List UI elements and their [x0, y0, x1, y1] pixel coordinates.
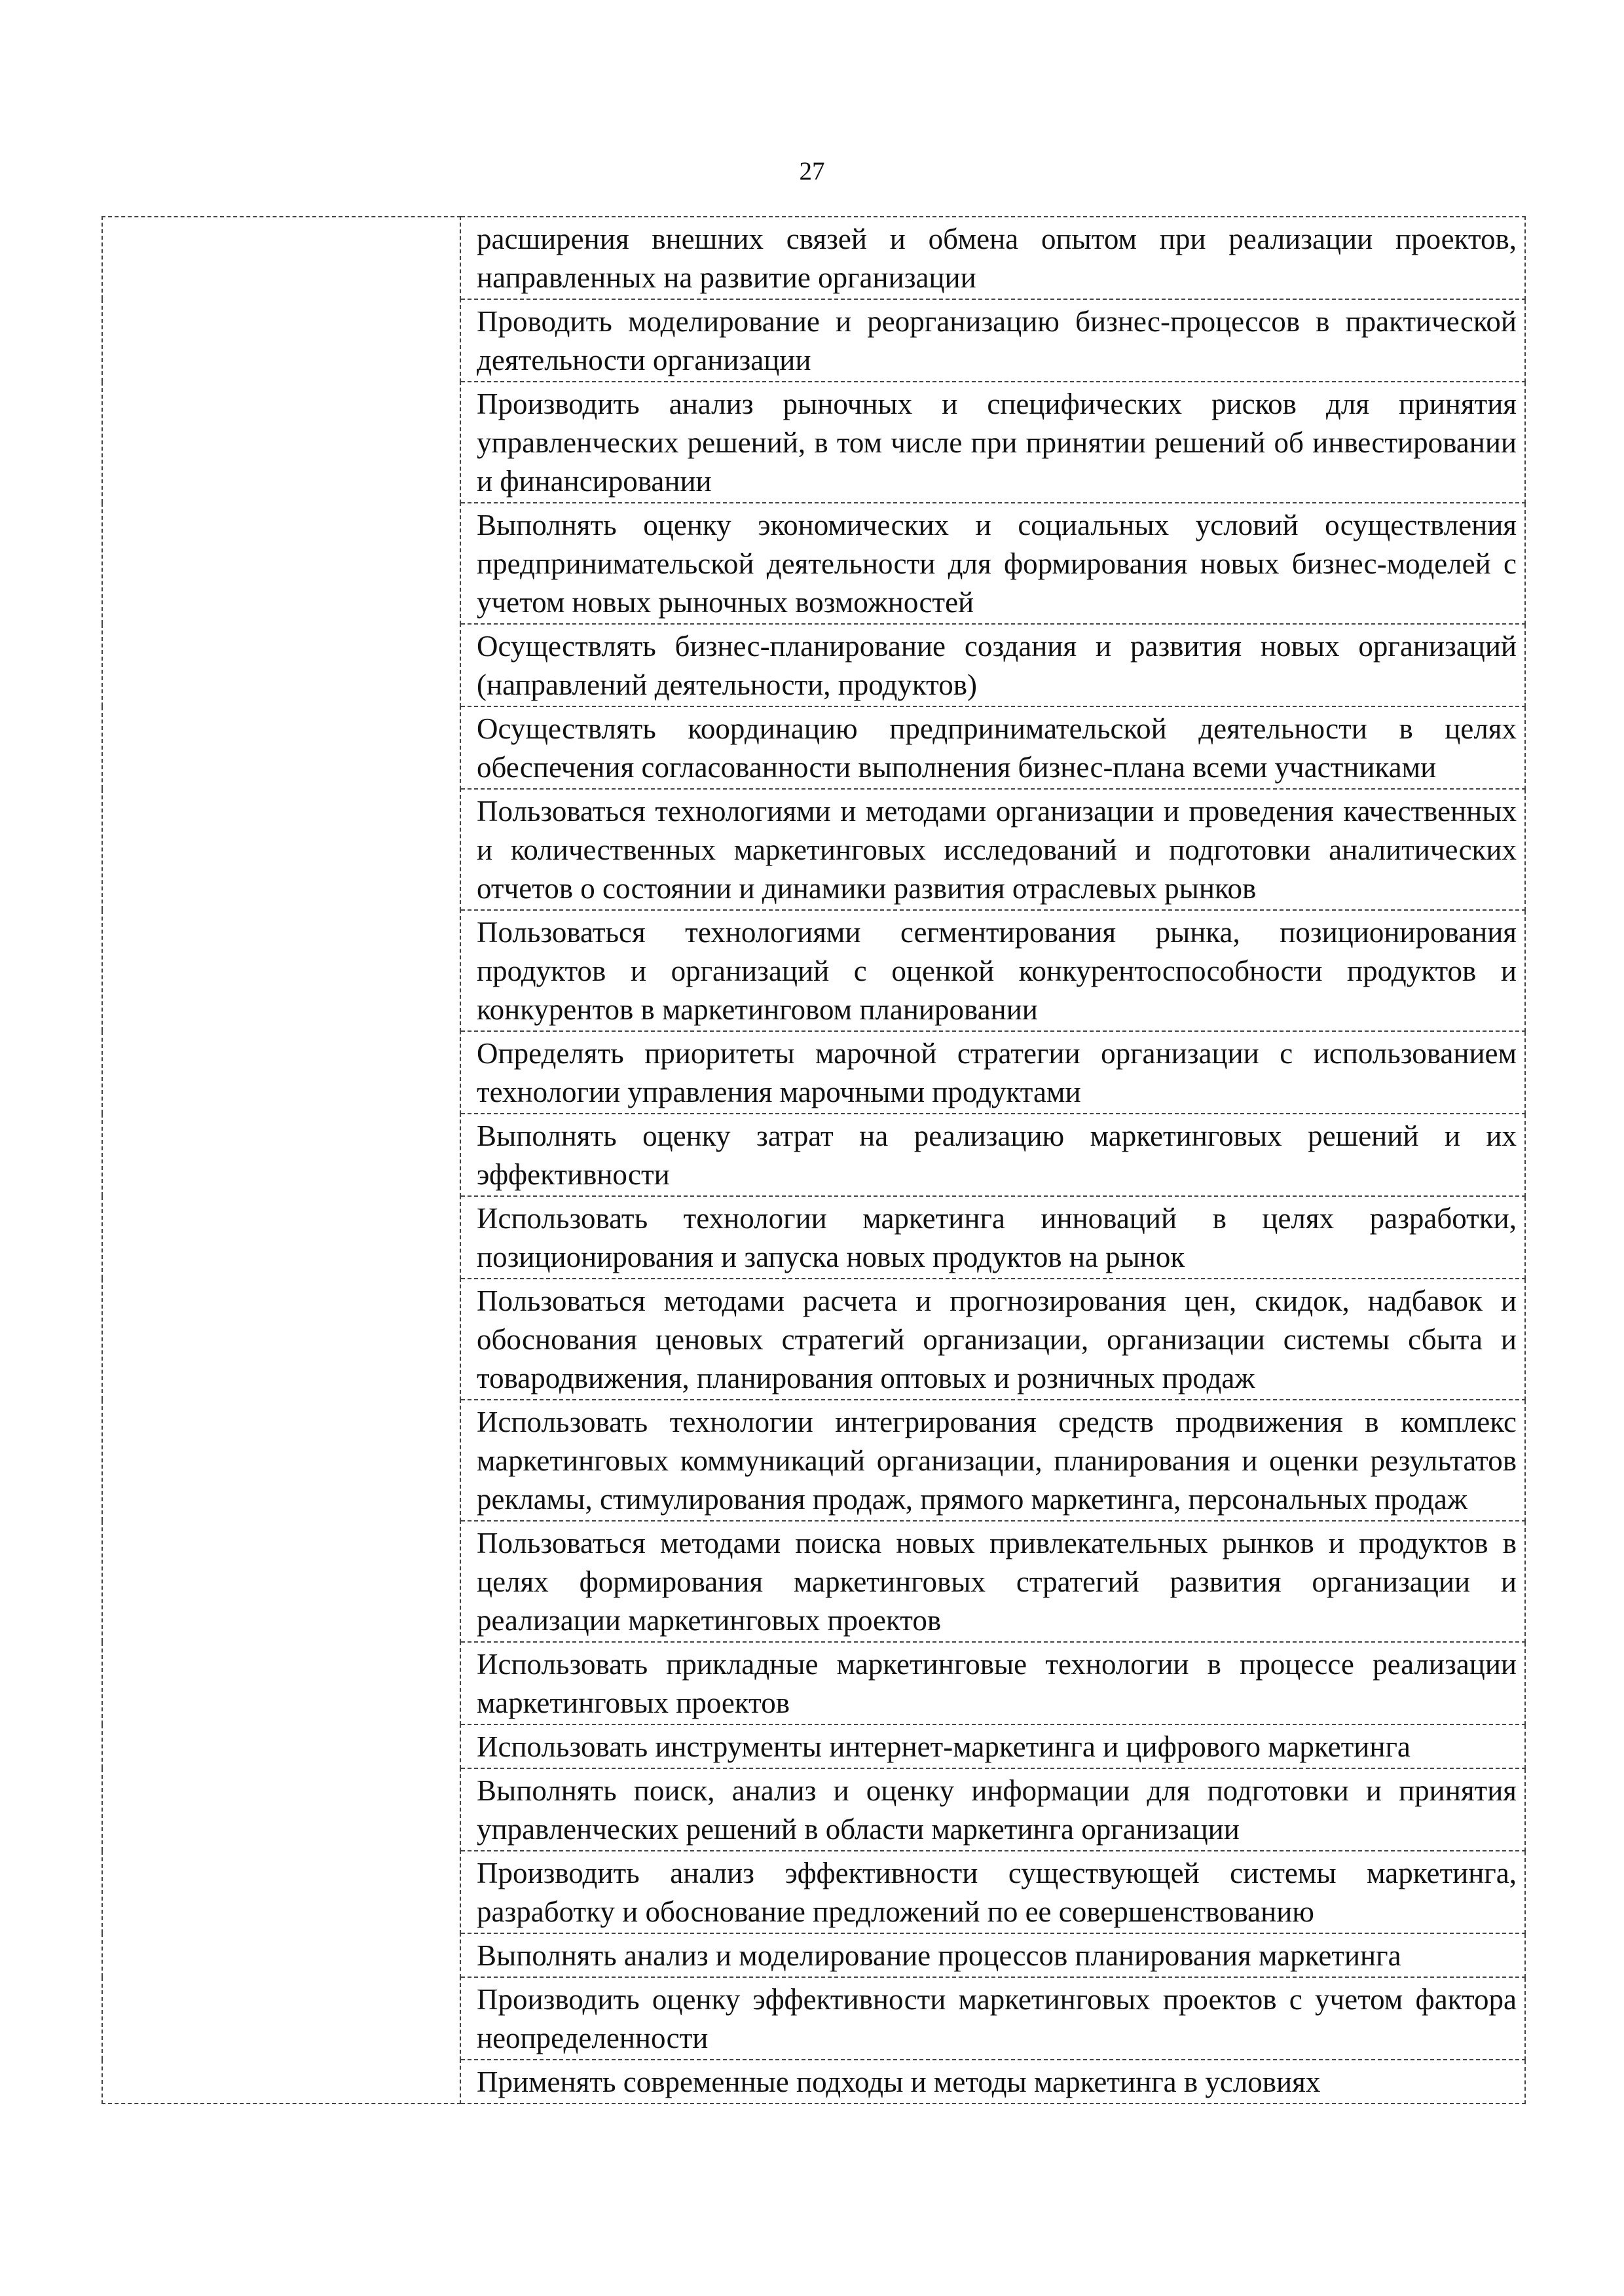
table-cell	[460, 910, 1525, 1031]
cell-text: Использовать прикладные маркетинговые технологии в процессе реализации маркетинговых проектов	[477, 1648, 1517, 1719]
cell-text: Пользоваться методами расчета и прогнозирования цен, скидок, надбавок и обоснования ценовых стратегий организации, организации системы сбыта и товародвижения, планирования оптовых и розничных продаж	[477, 1285, 1517, 1394]
page-number: 27	[799, 157, 825, 185]
table-row	[102, 217, 1525, 299]
table-cell	[460, 382, 1525, 503]
table-cell	[460, 1196, 1525, 1279]
table-cell	[460, 1768, 1525, 1851]
left-column-cell	[102, 217, 460, 2104]
table-cell	[460, 1851, 1525, 1933]
competency-table	[101, 216, 1526, 2104]
table-cell	[460, 624, 1525, 706]
table-cell	[460, 217, 1525, 299]
table-cell	[460, 1642, 1525, 1724]
cell-text: Проводить моделирование и реорганизацию бизнес-процессов в практической деятельности организации	[477, 305, 1517, 376]
cell-text: Выполнять анализ и моделирование процессов планирования маркетинга	[477, 1939, 1401, 1972]
cell-text: Выполнять оценку затрат на реализацию маркетинговых решений и их эффективности	[477, 1120, 1517, 1191]
cell-text: Пользоваться методами поиска новых привлекательных рынков и продуктов в целях формирования маркетинговых стратегий развития организации и реализации маркетинговых проектов	[477, 1527, 1517, 1637]
cell-text: Использовать технологии интегрирования средств продвижения в комплекс маркетинговых коммуникаций организации, планирования и оценки результатов рекламы, стимулирования продаж, прямого маркетинга, персональных продаж	[477, 1406, 1517, 1516]
table-cell	[460, 789, 1525, 910]
table-cell	[460, 2060, 1525, 2104]
table-cell	[460, 1977, 1525, 2060]
cell-text: Осуществлять координацию предпринимательской деятельности в целях обеспечения согласованности выполнения бизнес-плана всеми участниками	[477, 712, 1517, 784]
cell-text: Пользоваться технологиями и методами организации и проведения качественных и количественных маркетинговых исследований и подготовки аналитических отчетов о состоянии и динамики развития отраслевых рынков	[477, 795, 1517, 905]
table-cell	[460, 503, 1525, 624]
table-cell	[460, 1521, 1525, 1642]
table-cell	[460, 706, 1525, 789]
cell-text: Использовать инструменты интернет-маркетинга и цифрового маркетинга	[477, 1730, 1411, 1763]
cell-text: Производить оценку эффективности маркетинговых проектов с учетом фактора неопределенности	[477, 1983, 1517, 2054]
table-cell	[460, 299, 1525, 382]
table-cell	[460, 1400, 1525, 1521]
table-cell	[460, 1114, 1525, 1196]
cell-text: Пользоваться технологиями сегментирования рынка, позиционирования продуктов и организаций с оценкой конкурентоспособности продуктов и конкурентов в маркетинговом планировании	[477, 916, 1517, 1026]
table-cell	[460, 1724, 1525, 1768]
cell-text: Производить анализ рыночных и специфических рисков для принятия управленческих решений, в том числе при принятии решений об инвестировании и финансировании	[477, 388, 1517, 498]
cell-text: Выполнять поиск, анализ и оценку информации для подготовки и принятия управленческих решений в области маркетинга организации	[477, 1774, 1517, 1846]
cell-text: Выполнять оценку экономических и социальных условий осуществления предпринимательской деятельности для формирования новых бизнес-моделей с учетом новых рыночных возможностей	[477, 509, 1517, 619]
cell-text: Использовать технологии маркетинга инноваций в целях разработки, позиционирования и запуска новых продуктов на рынок	[477, 1202, 1517, 1273]
cell-text: Производить анализ эффективности существующей системы маркетинга, разработку и обоснование предложений по ее совершенствованию	[477, 1857, 1517, 1928]
cell-text: Осуществлять бизнес-планирование создания и развития новых организаций (направлений деятельности, продуктов)	[477, 630, 1517, 701]
table-cell	[460, 1279, 1525, 1400]
cell-text: Применять современные подходы и методы маркетинга в условиях	[477, 2066, 1321, 2098]
cell-text: расширения внешних связей и обмена опытом при реализации проектов, направленных на развитие организации	[477, 223, 1517, 294]
cell-text: Определять приоритеты марочной стратегии организации с использованием технологии управления марочными продуктами	[477, 1037, 1517, 1108]
table-cell	[460, 1933, 1525, 1977]
table-cell	[460, 1031, 1525, 1114]
